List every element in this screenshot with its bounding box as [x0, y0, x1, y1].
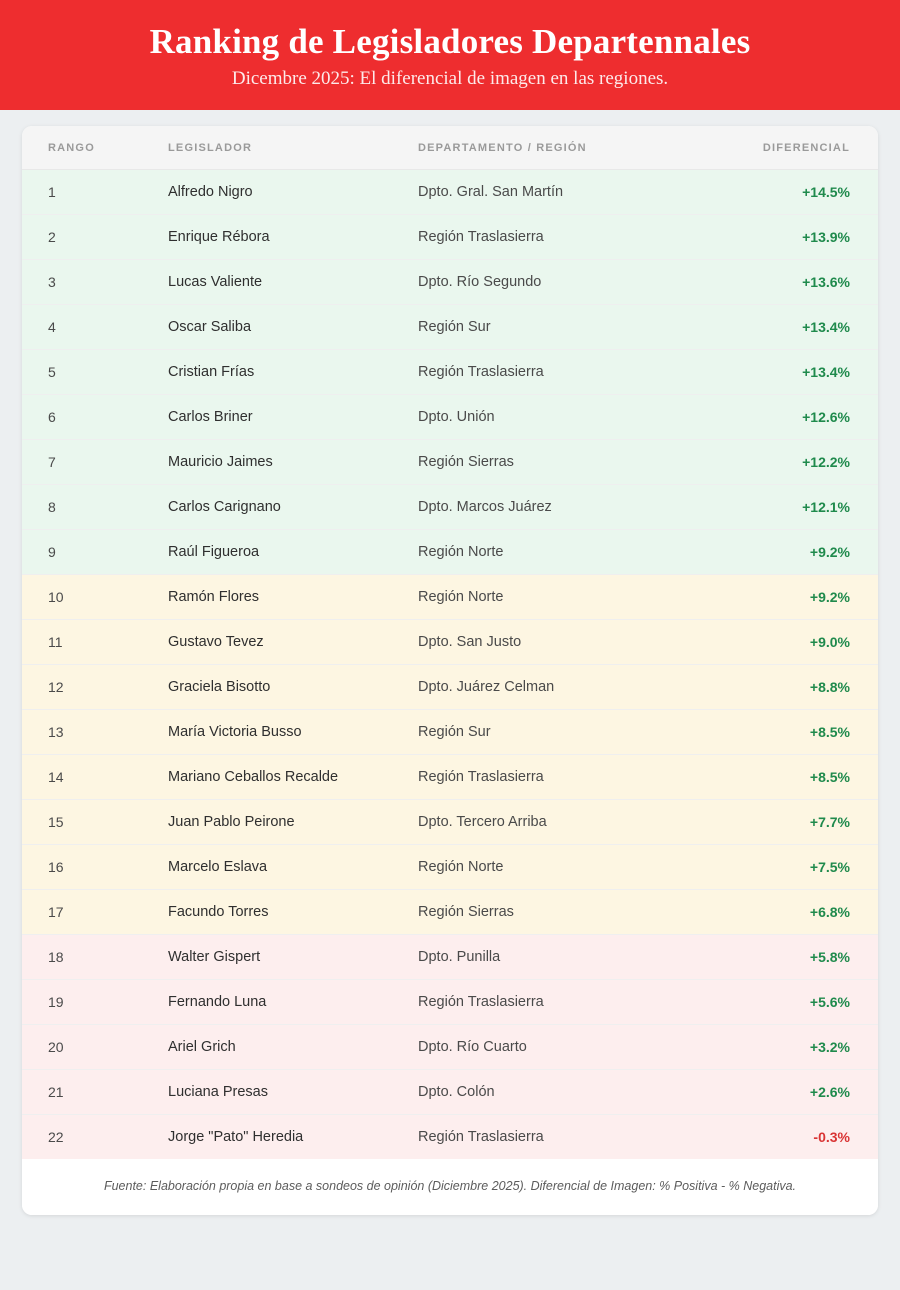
- cell-legislator: Raúl Figueroa: [168, 530, 418, 575]
- table-row[interactable]: [22, 485, 878, 530]
- cell-department: Dpto. Río Cuarto: [418, 1025, 718, 1070]
- table-row[interactable]: [22, 260, 878, 305]
- cell-department: Región Traslasierra: [418, 755, 718, 800]
- cell-department: Región Norte: [418, 575, 718, 620]
- cell-legislator: Mauricio Jaimes: [168, 440, 418, 485]
- ranking-table: [22, 126, 878, 1159]
- cell-rank: 7: [22, 440, 168, 485]
- cell-legislator: Lucas Valiente: [168, 260, 418, 305]
- cell-differential: +9.2%: [718, 530, 878, 575]
- table-row[interactable]: [22, 845, 878, 890]
- cell-department: Dpto. Colón: [418, 1070, 718, 1115]
- cell-legislator: Facundo Torres: [168, 890, 418, 935]
- cell-differential: +5.8%: [718, 935, 878, 980]
- table-row[interactable]: [22, 890, 878, 935]
- cell-rank: 14: [22, 755, 168, 800]
- ranking-card: [22, 126, 878, 1215]
- table-row[interactable]: [22, 530, 878, 575]
- cell-differential: +13.4%: [718, 350, 878, 395]
- cell-department: Dpto. Tercero Arriba: [418, 800, 718, 845]
- cell-rank: 17: [22, 890, 168, 935]
- cell-department: Región Norte: [418, 845, 718, 890]
- cell-legislator: Alfredo Nigro: [168, 170, 418, 215]
- cell-legislator: Marcelo Eslava: [168, 845, 418, 890]
- cell-differential: +9.0%: [718, 620, 878, 665]
- cell-department: Dpto. Marcos Juárez: [418, 485, 718, 530]
- cell-differential: +7.5%: [718, 845, 878, 890]
- cell-differential: +13.6%: [718, 260, 878, 305]
- cell-department: Región Sur: [418, 710, 718, 755]
- cell-legislator: Enrique Rébora: [168, 215, 418, 260]
- cell-differential: +9.2%: [718, 575, 878, 620]
- table-row[interactable]: [22, 575, 878, 620]
- cell-differential: +8.5%: [718, 755, 878, 800]
- cell-rank: 21: [22, 1070, 168, 1115]
- table-row[interactable]: [22, 350, 878, 395]
- table-row[interactable]: [22, 305, 878, 350]
- cell-differential: +8.8%: [718, 665, 878, 710]
- table-row[interactable]: [22, 170, 878, 215]
- cell-department: Región Traslasierra: [418, 1115, 718, 1160]
- cell-differential: +7.7%: [718, 800, 878, 845]
- cell-rank: 11: [22, 620, 168, 665]
- cell-department: Dpto. Juárez Celman: [418, 665, 718, 710]
- cell-rank: 9: [22, 530, 168, 575]
- table-row[interactable]: [22, 935, 878, 980]
- cell-rank: 4: [22, 305, 168, 350]
- cell-department: Dpto. Río Segundo: [418, 260, 718, 305]
- cell-legislator: Jorge "Pato" Heredia: [168, 1115, 418, 1160]
- page-title: Ranking de Legisladores Departennales: [149, 22, 751, 61]
- table-header-row: [22, 126, 878, 170]
- cell-department: Región Sierras: [418, 440, 718, 485]
- cell-legislator: Graciela Bisotto: [168, 665, 418, 710]
- column-header-legislator[interactable]: LEGISLADOR: [168, 126, 418, 170]
- column-header-department[interactable]: DEPARTAMENTO / REGIÓN: [418, 126, 718, 170]
- cell-legislator: Cristian Frías: [168, 350, 418, 395]
- cell-rank: 1: [22, 170, 168, 215]
- table-row[interactable]: [22, 395, 878, 440]
- cell-differential: +14.5%: [718, 170, 878, 215]
- cell-differential: +13.4%: [718, 305, 878, 350]
- cell-rank: 10: [22, 575, 168, 620]
- table-row[interactable]: [22, 710, 878, 755]
- cell-rank: 18: [22, 935, 168, 980]
- cell-legislator: Ariel Grich: [168, 1025, 418, 1070]
- cell-rank: 15: [22, 800, 168, 845]
- cell-rank: 5: [22, 350, 168, 395]
- cell-department: Región Traslasierra: [418, 980, 718, 1025]
- table-row[interactable]: [22, 665, 878, 710]
- cell-legislator: Oscar Saliba: [168, 305, 418, 350]
- table-row[interactable]: [22, 440, 878, 485]
- cell-rank: 20: [22, 1025, 168, 1070]
- cell-department: Dpto. Gral. San Martín: [418, 170, 718, 215]
- cell-department: Región Sierras: [418, 890, 718, 935]
- cell-department: Dpto. Punilla: [418, 935, 718, 980]
- cell-department: Dpto. Unión: [418, 395, 718, 440]
- cell-differential: +13.9%: [718, 215, 878, 260]
- cell-differential: +5.6%: [718, 980, 878, 1025]
- table-row[interactable]: [22, 620, 878, 665]
- cell-rank: 13: [22, 710, 168, 755]
- bottom-spacer: [0, 1215, 900, 1257]
- cell-differential: +8.5%: [718, 710, 878, 755]
- cell-legislator: Ramón Flores: [168, 575, 418, 620]
- cell-legislator: Fernando Luna: [168, 980, 418, 1025]
- cell-rank: 2: [22, 215, 168, 260]
- table-footnote: Fuente: Elaboración propia en base a sondeos de opinión (Diciembre 2025). Diferencial de Imagen: % Positiva - % Negativa.: [22, 1159, 878, 1215]
- table-row[interactable]: [22, 755, 878, 800]
- cell-department: Dpto. San Justo: [418, 620, 718, 665]
- cell-legislator: Walter Gispert: [168, 935, 418, 980]
- column-header-rank[interactable]: RANGO: [22, 126, 168, 170]
- cell-legislator: Carlos Briner: [168, 395, 418, 440]
- table-row[interactable]: [22, 1070, 878, 1115]
- cell-legislator: María Victoria Busso: [168, 710, 418, 755]
- table-row[interactable]: [22, 980, 878, 1025]
- table-header: [22, 126, 878, 170]
- cell-rank: 22: [22, 1115, 168, 1160]
- cell-legislator: Mariano Ceballos Recalde: [168, 755, 418, 800]
- cell-department: Región Sur: [418, 305, 718, 350]
- cell-differential: +6.8%: [718, 890, 878, 935]
- cell-rank: 6: [22, 395, 168, 440]
- cell-rank: 19: [22, 980, 168, 1025]
- cell-differential: +2.6%: [718, 1070, 878, 1115]
- table-row[interactable]: [22, 1025, 878, 1070]
- table-row[interactable]: [22, 215, 878, 260]
- content-area: [0, 110, 900, 1215]
- cell-rank: 16: [22, 845, 168, 890]
- cell-rank: 3: [22, 260, 168, 305]
- column-header-differential[interactable]: DIFERENCIAL: [718, 126, 878, 170]
- cell-rank: 12: [22, 665, 168, 710]
- cell-department: Región Traslasierra: [418, 215, 718, 260]
- cell-differential: +12.1%: [718, 485, 878, 530]
- cell-rank: 8: [22, 485, 168, 530]
- table-body: [22, 170, 878, 1160]
- table-row[interactable]: [22, 1115, 878, 1160]
- page-header: [0, 0, 900, 110]
- page-subtitle: Dicembre 2025: El diferencial de imagen en las regiones.: [231, 68, 669, 90]
- cell-department: Región Norte: [418, 530, 718, 575]
- cell-differential: +3.2%: [718, 1025, 878, 1070]
- cell-differential: +12.6%: [718, 395, 878, 440]
- cell-legislator: Carlos Carignano: [168, 485, 418, 530]
- cell-differential: -0.3%: [718, 1115, 878, 1160]
- cell-differential: +12.2%: [718, 440, 878, 485]
- cell-department: Región Traslasierra: [418, 350, 718, 395]
- cell-legislator: Gustavo Tevez: [168, 620, 418, 665]
- cell-legislator: Luciana Presas: [168, 1070, 418, 1115]
- cell-legislator: Juan Pablo Peirone: [168, 800, 418, 845]
- table-row[interactable]: [22, 800, 878, 845]
